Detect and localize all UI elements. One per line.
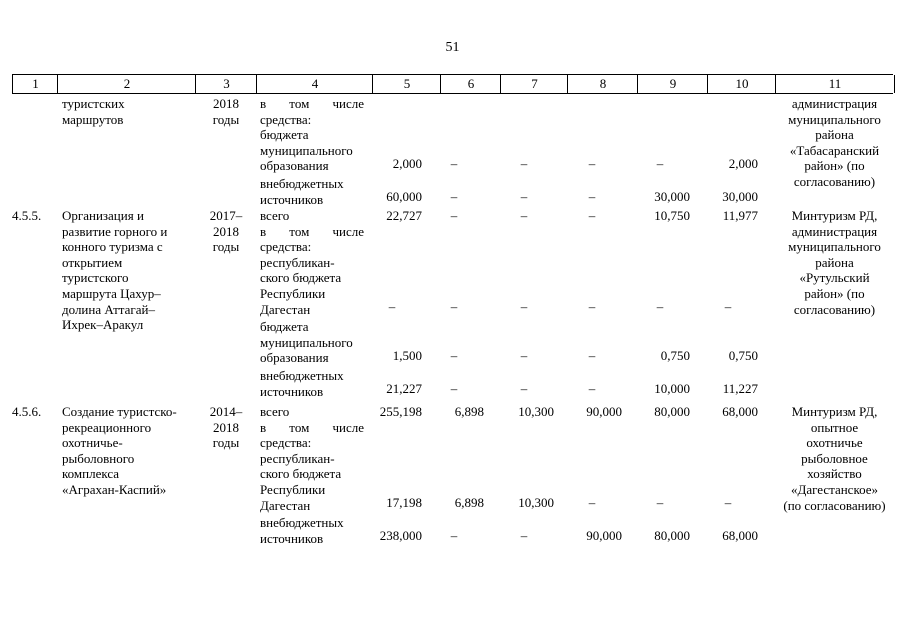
header-cell-8: 8 [567, 75, 638, 93]
header-cell-11: 11 [775, 75, 895, 93]
fund-value: 30,000 [654, 189, 690, 205]
fund-value: 6,898 [454, 495, 484, 511]
row-name: Создание туристско- рекреационного охотничье- рыболовного комплекса «Аграхан-Каспий» [62, 404, 177, 497]
fund-value: – [520, 381, 528, 397]
fund-value: 10,750 [654, 208, 690, 223]
fund-value: – [450, 156, 458, 172]
fund-value: – [520, 208, 528, 223]
fund-value: 90,000 [586, 528, 622, 544]
fund-value: – [588, 299, 596, 315]
header-cell-7: 7 [500, 75, 568, 93]
fund-value: – [520, 348, 528, 364]
fund-value: – [588, 495, 596, 511]
fund-label: в том числе [260, 96, 364, 111]
fund-value: – [588, 189, 596, 205]
header-cell-5: 5 [372, 75, 441, 93]
fund-value: – [520, 528, 528, 544]
fund-label: всего [260, 404, 290, 419]
fund-label: внебюджетных источников [260, 176, 344, 207]
row-years: 2017– 2018 годы [209, 208, 243, 255]
fund-value: 2,000 [392, 156, 422, 172]
fund-value: – [656, 156, 664, 172]
row-years: 2018 годы [212, 96, 240, 127]
fund-value: 255,198 [379, 404, 422, 419]
row-name: туристских маршрутов [62, 96, 125, 127]
fund-value: 68,000 [722, 404, 758, 419]
fund-value: 17,198 [386, 495, 422, 511]
fund-label: средства: [260, 239, 312, 255]
fund-value: 30,000 [722, 189, 758, 205]
fund-label: в том числе [260, 223, 364, 239]
fund-value: 68,000 [722, 528, 758, 544]
fund-value: 1,500 [392, 348, 422, 364]
fund-value: 10,000 [654, 381, 690, 397]
row-responsible: Минтуризм РД, администрация муниципального района «Рутульский район» (по согласованию) [788, 208, 881, 317]
fund-value: 11,227 [722, 381, 758, 397]
fund-value: 80,000 [654, 404, 690, 419]
fund-value: 10,300 [518, 495, 554, 511]
row-number: 4.5.5. [12, 208, 42, 223]
fund-value: 90,000 [586, 404, 622, 419]
fund-label: средства: [260, 435, 312, 451]
row-years: 2014– 2018 годы [209, 404, 243, 451]
fund-value: 21,227 [386, 381, 422, 397]
fund-label: внебюджетных источников [260, 368, 344, 399]
header-cell-10: 10 [707, 75, 776, 93]
fund-label: в том числе [260, 419, 364, 435]
row-name: Организация и развитие горного и конного туризма с открытием туристского маршрута Цахур– долина Аттагай– Ихрек–Аракул [62, 208, 168, 333]
fund-value: – [450, 299, 458, 315]
fund-value: 238,000 [379, 528, 422, 544]
header-cell-3: 3 [195, 75, 257, 93]
fund-value: – [588, 381, 596, 397]
fund-value: – [724, 299, 732, 315]
fund-value: – [588, 348, 596, 364]
fund-label: внебюджетных источников [260, 515, 344, 546]
fund-value: – [520, 189, 528, 205]
fund-value: – [450, 208, 458, 223]
header-cell-2: 2 [57, 75, 196, 93]
row-responsible: Минтуризм РД, опытное охотничье рыболовное хозяйство «Дагестанское» (по согласованию) [783, 404, 886, 513]
table-header-row [12, 74, 893, 94]
fund-label: средства: [260, 111, 312, 127]
header-cell-6: 6 [440, 75, 501, 93]
fund-value: – [656, 299, 664, 315]
fund-value: – [588, 156, 596, 172]
fund-label: бюджета муниципального образования [260, 319, 353, 366]
fund-label: бюджета муниципального образования [260, 127, 353, 174]
fund-value: 11,977 [722, 208, 758, 223]
fund-value: – [388, 299, 396, 315]
fund-value: 10,300 [518, 404, 554, 419]
fund-value: 80,000 [654, 528, 690, 544]
fund-value: – [588, 208, 596, 223]
fund-value: – [450, 189, 458, 205]
header-cell-1: 1 [12, 75, 58, 93]
fund-value: 2,000 [728, 156, 758, 172]
fund-value: – [450, 348, 458, 364]
fund-value: 0,750 [660, 348, 690, 364]
fund-value: – [520, 299, 528, 315]
fund-label: республикан- ского бюджета Республики Дагестан [260, 450, 342, 513]
fund-value: – [656, 495, 664, 511]
fund-value: 22,727 [386, 208, 422, 223]
header-cell-9: 9 [637, 75, 708, 93]
fund-value: – [450, 381, 458, 397]
fund-value: – [450, 528, 458, 544]
page-number: 51 [445, 40, 460, 55]
fund-value: – [520, 156, 528, 172]
fund-value: 6,898 [454, 404, 484, 419]
row-number: 4.5.6. [12, 404, 42, 419]
header-cell-4: 4 [256, 75, 373, 93]
fund-label: республикан- ского бюджета Республики Дагестан [260, 254, 342, 317]
row-responsible: администрация муниципального района «Табасаранский район» (по согласованию) [788, 96, 881, 189]
fund-label: всего [260, 208, 290, 223]
fund-value: – [724, 495, 732, 511]
fund-value: 60,000 [386, 189, 422, 205]
fund-value: 0,750 [728, 348, 758, 364]
